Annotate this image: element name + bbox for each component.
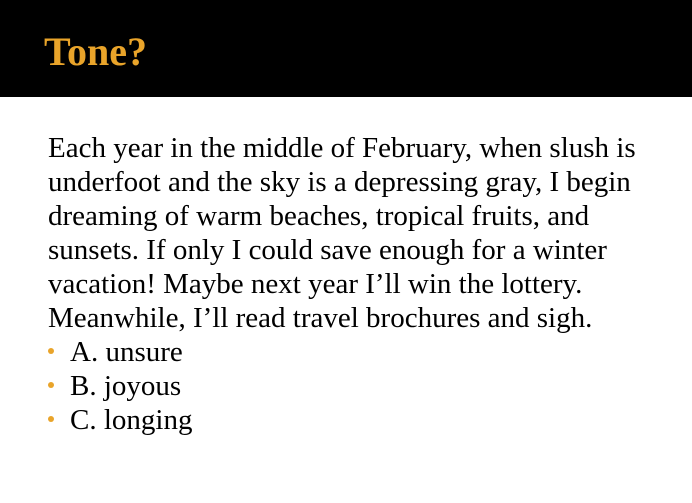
slide-content — [48, 131, 673, 437]
option-a-label: A. unsure — [70, 336, 183, 368]
answer-options-list — [48, 335, 673, 437]
passage-text: Each year in the middle of February, when slush is underfoot and the sky is a depressing gray, I begin dreaming of warm beaches, tropical fruits, and sunsets. If only I could save enough for a winter vacation! Maybe next year I’ll win the lottery. Meanwhile, I’ll read travel brochures and sigh. — [48, 132, 636, 334]
option-c-label: C. longing — [70, 404, 193, 436]
option-b-label: B. joyous — [70, 370, 182, 402]
slide-title: Tone? — [44, 29, 148, 74]
bullet-icon — [48, 416, 54, 422]
title-bar — [0, 0, 692, 97]
bullet-icon — [48, 348, 54, 354]
option-a — [48, 335, 673, 369]
option-c — [48, 403, 673, 437]
option-b — [48, 369, 673, 403]
bullet-icon — [48, 382, 54, 388]
